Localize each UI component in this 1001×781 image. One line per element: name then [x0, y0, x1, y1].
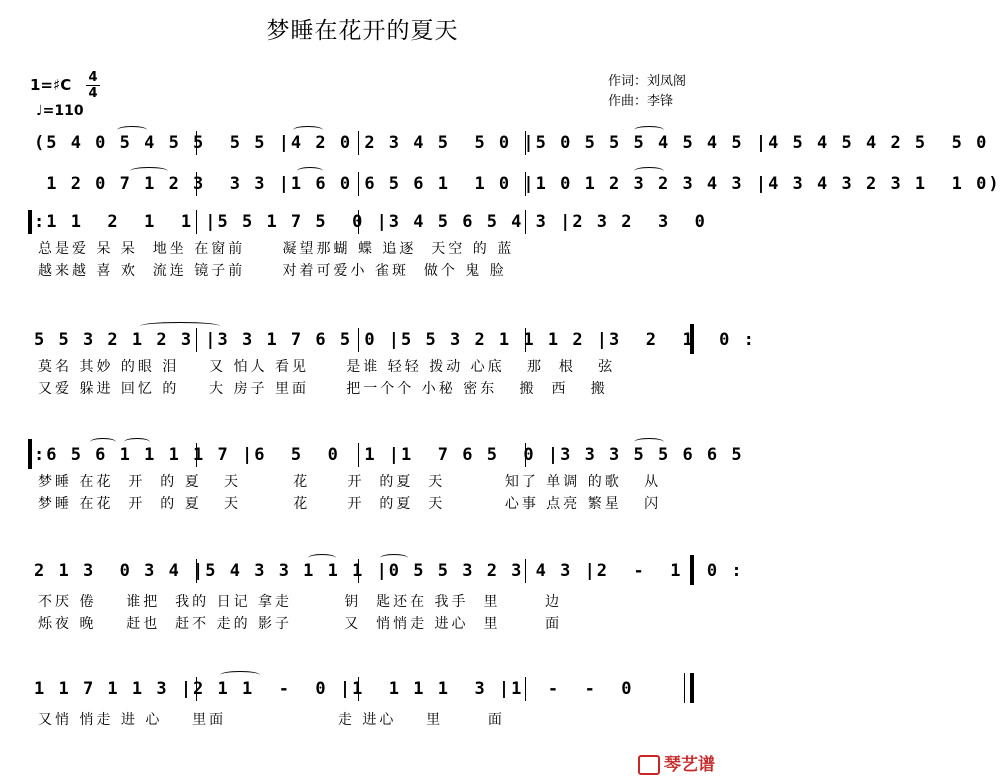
notation-line: :1 1 2 1 1 |5 5 1 7 5 0 |3 4 5 6 5 4 3 |2 3 2 3 0 [34, 212, 707, 232]
lyrics-verse-2: 烁夜 晚 赶也 赶不 走的 影子 又 悄悄走 进心 里 面 [38, 616, 563, 632]
lyrics-verse-1: 梦睡 在花 开 的 夏 天 花 开 的夏 天 知了 单调 的歌 从 [38, 474, 662, 490]
composer-credit: 作曲：李锋 [608, 94, 674, 109]
time-signature-bottom: 4 [88, 86, 98, 101]
page-title: 梦睡在花开的夏天 [266, 18, 459, 44]
lyrics-verse-2: 又爱 躲进 回忆 的 大 房子 里面 把一个个 小秘 密东 搬 西 搬 [38, 381, 608, 397]
notation-line: :6 5 6 1 1 1 1 7 |6 5 0 1 |1 7 6 5 0 |3 3 3 5 5 6 6 5 [34, 445, 744, 465]
notation-line: 1 2 0 7 1 2 3 3 3 |1 6 0 6 5 6 1 1 0 |1 0 1 2 3 2 3 4 3 |4 3 4 3 2 3 1 1 0) [34, 174, 1001, 194]
tempo-marking: ♩=110 [36, 103, 84, 119]
lyrics-verse-1: 总是爱 呆 呆 地坐 在窗前 凝望那蝴 蝶 追逐 天空 的 蓝 [38, 241, 515, 257]
notation-line: 2 1 3 0 3 4 |5 4 3 3 1 1 1 |0 5 5 3 2 3 4 3 |2 - 1 0 : [34, 561, 744, 581]
lyrics-verse-1: 莫名 其妙 的眼 泪 又 怕人 看见 是谁 轻轻 拨动 心底 那 根 弦 [38, 359, 616, 375]
notation-line: 1 1 7 1 1 3 |2 1 1 - 0 |1 1 1 1 3 |1 - - 0 [34, 679, 634, 699]
lyrics-verse-1: 又悄 悄走 进 心 里面 走 进心 里 面 [38, 712, 505, 728]
key-signature: 1=♯C [30, 76, 72, 94]
time-signature-top: 4 [88, 70, 98, 85]
notation-line: 5 5 3 2 1 2 3 |3 3 1 7 6 5 0 |5 5 3 2 1 1 1 2 |3 2 1 0 : [34, 330, 756, 350]
lyrics-verse-1: 不厌 倦 谁把 我的 日记 拿走 钥 匙还在 我手 里 边 [38, 594, 563, 610]
lyrics-verse-2: 越来越 喜 欢 流连 镜子前 对着可爱小 雀斑 做个 鬼 脸 [38, 263, 507, 279]
lyricist-credit: 作词：刘凤阁 [608, 74, 687, 89]
lyrics-verse-2: 梦睡 在花 开 的 夏 天 花 开 的夏 天 心事 点亮 繁星 闪 [38, 496, 662, 512]
logo-text: 琴艺谱 [664, 755, 715, 775]
logo-mark-icon [638, 755, 660, 775]
site-logo [638, 750, 715, 775]
time-signature [86, 71, 100, 100]
notation-line: (5 4 0 5 4 5 5 5 5 |4 2 0 2 3 4 5 5 0 |5 0 5 5 5 4 5 4 5 |4 5 4 5 4 2 5 5 0 [34, 133, 989, 153]
